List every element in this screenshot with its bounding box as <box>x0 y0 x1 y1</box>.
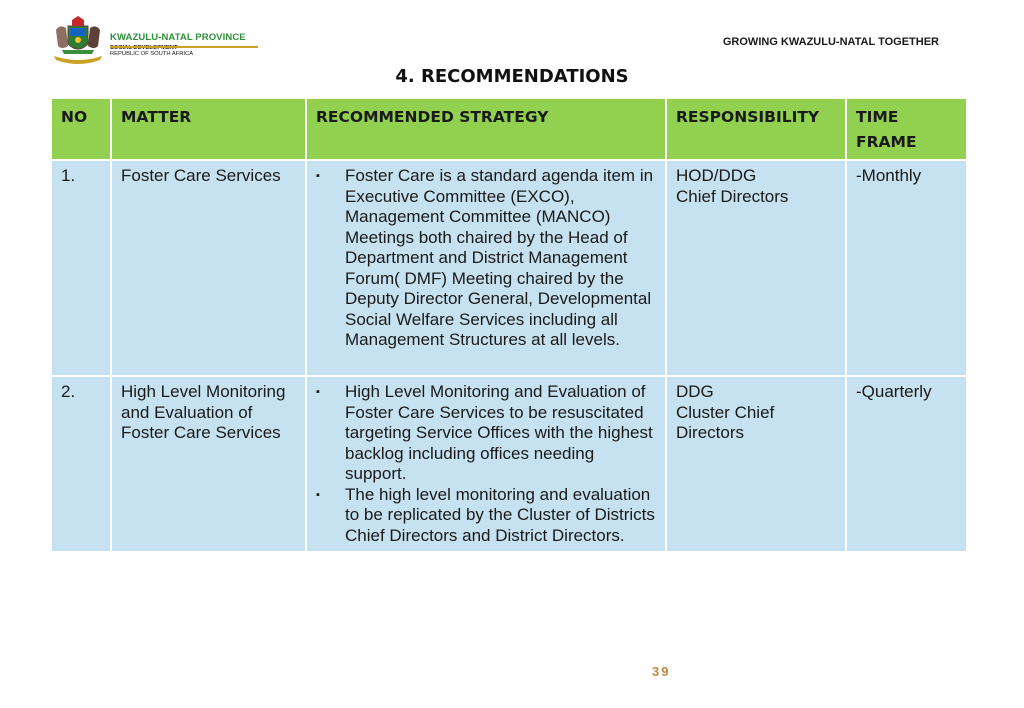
strategy-item <box>316 166 656 351</box>
recommendations-table <box>50 97 968 553</box>
row-number: 1. <box>51 160 111 376</box>
row-number: 2. <box>51 376 111 552</box>
table-row <box>51 160 967 376</box>
responsibility-line: Chief Directors <box>676 186 789 206</box>
row-responsibility <box>666 376 846 552</box>
bullet-icon: ▪ <box>316 170 320 182</box>
strategy-text: Foster Care is a standard agenda item in Executive Committee (EXCO), Management Committee (MANCO) Meetings both chaired by the Head of Department and District Management Forum( DMF) Meeting chaired by the Deputy Director General, Developmental Social Welfare Services including all Management Structures at all levels. <box>345 166 654 349</box>
header-strategy: RECOMMENDED STRATEGY <box>306 98 666 160</box>
header-time-frame: TIME FRAME <box>846 98 967 160</box>
row-matter: High Level Monitoring and Evaluation of Foster Care Services <box>111 376 306 552</box>
section-title: 4. RECOMMENDATIONS <box>395 66 629 87</box>
strategy-text: The high level monitoring and evaluation to be replicated by the Cluster of Districts Chief Directors and District Directors. <box>345 484 655 545</box>
responsibility-line: DDG <box>676 382 714 401</box>
header-no: NO <box>51 98 111 160</box>
responsibility-line: HOD/DDG <box>676 166 757 185</box>
strategy-item <box>316 485 656 547</box>
strategy-list <box>316 382 656 546</box>
responsibility-line: Cluster Chief Directors <box>676 402 775 442</box>
row-strategy <box>306 376 666 552</box>
row-time-frame: -Monthly <box>846 160 967 376</box>
strategy-list <box>316 166 656 351</box>
row-time-frame: -Quarterly <box>846 376 967 552</box>
header-responsibility: RESPONSIBILITY <box>666 98 846 160</box>
coat-of-arms-icon <box>50 16 106 66</box>
row-matter: Foster Care Services <box>111 160 306 376</box>
table-header-row <box>51 98 967 160</box>
table-row <box>51 376 967 552</box>
bullet-icon: ▪ <box>316 386 320 398</box>
header-matter: MATTER <box>111 98 306 160</box>
logo-divider <box>110 46 258 48</box>
bullet-icon: ▪ <box>316 488 320 501</box>
strategy-item <box>316 382 656 485</box>
row-responsibility <box>666 160 846 376</box>
row-strategy <box>306 160 666 376</box>
page-number: 39 <box>652 664 671 679</box>
logo-country: REPUBLIC OF SOUTH AFRICA <box>110 51 194 58</box>
logo-title: KWAZULU-NATAL PROVINCE <box>110 32 246 43</box>
strategy-text: High Level Monitoring and Evaluation of Foster Care Services to be resuscitated targeting Service Offices with the highest backlog including offices needing support. <box>345 382 653 483</box>
department-logo <box>50 16 280 66</box>
header-tagline: GROWING KWAZULU-NATAL TOGETHER <box>722 36 939 48</box>
